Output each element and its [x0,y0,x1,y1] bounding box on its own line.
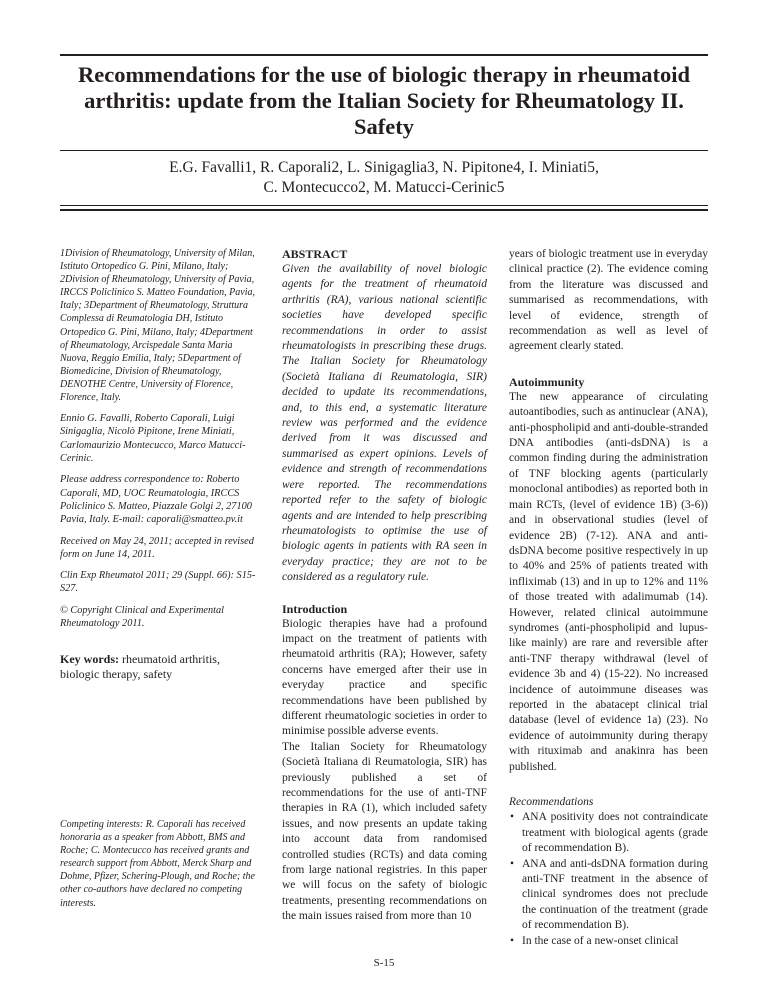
authors-line-1: E.G. Favalli1, R. Caporali2, L. Sinigaglia3, N. Pipitone4, I. Miniati5, [169,159,599,176]
citation: Clin Exp Rheumatol 2011; 29 (Suppl. 66): S15-S27. [60,570,256,595]
top-rule [60,54,708,56]
autoimmunity-paragraph: The new appearance of circulating autoantibodies, such as antinuclear (ANA), anti-phospholipid and anti-double-stranded DNA antibodies (anti-dsDNA) is a common finding during the administration of TNF blocking agents (particularly monoclonal antibodies) as reported both in main RCTs, (level of evidence 1B) (3-6)) and in observational studies (level of evidence 2B) (7-12). ANA and anti-dsDNA become positive respectively in up to 40% and 25% of patients treated with infliximab (13) and in up to 12% and 11% of those treated with adalimumab (14). However, related clinical autoimmune syndromes (anti-phospholipid and lupus-like mainly) are rare and reversible after anti-TNF therapy withdrawal (level of evidence 3b and 4) (15-22). No increased incidence of autoimmune diseases was reported in the abatacept clinical trial database (level of evidence 1a) (23). No evidence of autoimmunity during therapy with rituximab and anakinra has been published. [509,390,708,773]
author-list [60,158,708,198]
copyright: © Copyright Clinical and Experimental Rheumatology 2011. [60,604,224,629]
sidebar-column [60,247,260,682]
abstract-heading: ABSTRACT [282,247,348,261]
title-rule [60,150,708,151]
keywords [60,652,260,682]
intro-continued: years of biologic treatment use in everyday clinical practice (2). The evidence coming from the literature was discussed and summarised as recommendations, with level of evidence, strength of recommendation as well as level of agreement clearly stated. [509,248,708,353]
authors-rule [60,205,708,206]
received-dates: Received on May 24, 2011; accepted in revised form on June 14, 2011. [60,535,254,560]
main-column [282,247,487,925]
correspondence: Please address correspondence to: Roberto Caporali, MD, UOC Reumatologia, IRCCS Policlinico S. Matteo, Piazzale Golgi 2, 27100 Pavia, Italy. E-mail: caporali@smatteo.pv.it [60,474,252,526]
keywords-label: Key words: [60,652,119,667]
affiliation-text: 1Division of Rheumatology, University of Milan, Istituto Ortopedico G. Pini, Milano, Italy; 2Division of Rheumatology, University of Pavia, IRCCS Policlinico S. Matteo Foundation, Pavia, Italy; 3Department of Rheumatology, Struttura Complessa di Reumatologia DH, Istituto Ortopedico G. Pini, Milano, Italy; 4Department of Rheumatology, Arcispedale Santa Maria Nuova, Reggio Emilia, Italy; 5Department of Biomedicine, Division of Rheumatology, DENOTHE Centre, University of Florence, Florence, Italy. [60,248,255,404]
article-title: Recommendations for the use of biologic therapy in rheumatoid arthritis: update from the Italian Society for Rheumatology II. Safety [77,62,691,139]
recommendation-item: • In the case of a new-onset clinical [509,934,708,949]
competing-interests: Competing interests: R. Caporali has received honoraria as a speaker from Abbott, BMS and Roche; C. Montecucco has received grants and research support from Abbott, Merck Sharp and Dohme, Pfizer, Schering-Plough, and Roche; the other co-authors have declared no competing interests. [60,819,255,909]
intro-paragraph-2: The Italian Society for Rheumatology (Società Italiana di Reumatologia, SIR) has previously published a set of recommendations for the use of anti-TNF therapies in RA (1), which included safety issues, and now presents an update taking into account data from randomised controlled studies (RCTs) and data coming from large national registries. In this paper we will focus on the safety of biologic treatments, presenting recommendations on the main issues raised from more than 10 [282,740,487,923]
affiliations [60,247,260,404]
authors-rule-bold [60,209,708,211]
recommendations-list [509,810,708,949]
keywords-text: rheumatoid arthritis, biologic therapy, safety [60,652,220,682]
intro-heading: Introduction [282,601,348,616]
recommendation-item: • ANA and anti-dsDNA formation during anti-TNF treatment in the absence of clinical syndromes does not preclude the continuation of the treatment (grade of recommendation B). [509,857,708,934]
authors-line-2: C. Montecucco2, M. Matucci-Cerinic5 [263,179,505,196]
abstract-text: Given the availability of novel biologic agents for the treatment of rheumatoid arthritis (RA), various national scientific societies have developed specific recommendations in order to assist rheumatologists in prescribing these drugs. The Italian Society for Rheumatology (Società Italiana di Reumatologia, SIR) decided to update its recommendations, and, to this end, a systematic literature review was performed and the evidence derived from it was discussed and summarised as expert opinions. Levels of evidence and strength of recommendations were reported. The recommendations reported refer to the safety of biologic agents and are intended to help prescribing rheumatologists to optimise the use of biologic agents in patients with RA seen in everyday practice; they are not to be considered as a regulatory rule. [282,263,487,584]
author-names: Ennio G. Favalli, Roberto Caporali, Luigi Sinigaglia, Nicolò Pipitone, Irene Miniati, Carlomaurizio Montecucco, Marco Matucci-Cerinic. [60,413,246,465]
right-column [509,247,708,949]
page-number: S-15 [373,957,395,969]
intro-paragraph-1: Biologic therapies have had a profound impact on the treatment of patients with rheumatoid arthritis (RA); However, safety concerns have emerged after their use in everyday practice and specific recommendations have been published by different rheumatologic societies in order to minimise possible adverse events. [282,617,487,738]
recommendation-item: • ANA positivity does not contraindicate treatment with biological agents (grade of recommendation B). [509,810,708,856]
recommendations-heading: Recommendations [509,796,594,808]
autoimmunity-heading: Autoimmunity [509,374,585,389]
